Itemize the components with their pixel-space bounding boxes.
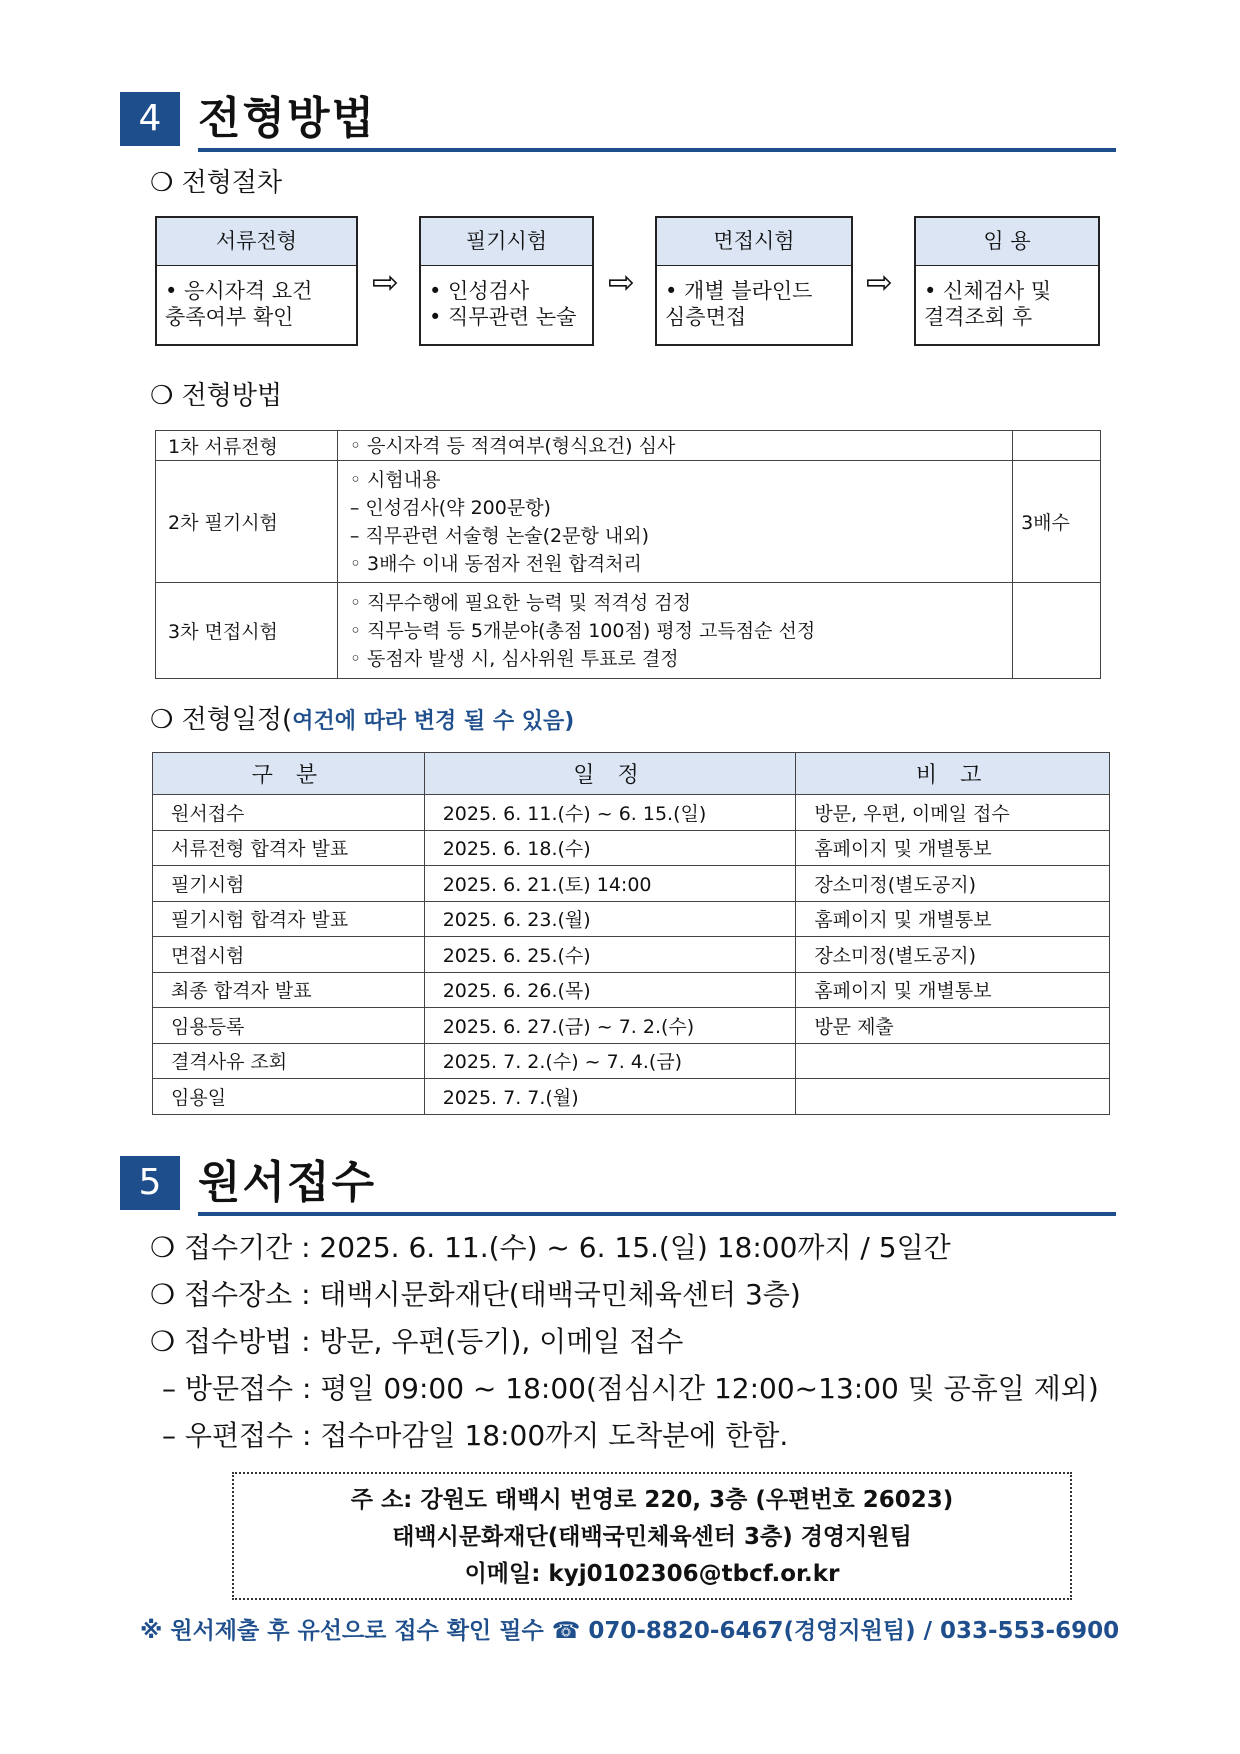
table-cell: 홈페이지 및 개별통보 xyxy=(796,901,1110,937)
detail-line: ◦ 3배수 이내 동점자 전원 합격처리 xyxy=(349,552,642,575)
table-cell: 방문, 우편, 이메일 접수 xyxy=(796,795,1110,831)
table-cell: 2025. 6. 11.(수) ~ 6. 15.(일) xyxy=(424,795,796,831)
flow-box-item: • 신체검사 및 xyxy=(924,279,1052,303)
table-cell: 장소미정(별도공지) xyxy=(796,866,1110,902)
detail-line: – 인성검사(약 200문항) xyxy=(349,496,551,519)
section-title: 원서접수 xyxy=(198,1157,377,1208)
table-row xyxy=(153,1043,1110,1079)
flow-box-written xyxy=(419,216,594,346)
flow-box-appointment xyxy=(914,216,1100,346)
mail-application: – 우편접수 : 접수마감일 18:00까지 도착분에 한함. xyxy=(162,1419,789,1452)
subheading-procedure: ❍ 전형절차 xyxy=(150,168,283,198)
table-cell: 2025. 6. 18.(수) xyxy=(424,830,796,866)
subheading-note: 여건에 따라 변경 될 수 있음) xyxy=(292,709,575,734)
table-cell: 서류전형 합격자 발표 xyxy=(153,830,425,866)
application-method: ❍ 접수방법 : 방문, 우편(등기), 이메일 접수 xyxy=(150,1325,684,1358)
note-cell xyxy=(1013,431,1101,461)
table-row xyxy=(153,1079,1110,1115)
address-org: 태백시문화재단(태백국민체육센터 3층) 경영지원팀 xyxy=(392,1524,912,1550)
column-header: 일 정 xyxy=(424,753,796,795)
table-cell: 홈페이지 및 개별통보 xyxy=(796,830,1110,866)
flow-box-item: • 인성검사 xyxy=(429,279,530,303)
section-title: 전형방법 xyxy=(198,93,377,144)
table-row xyxy=(156,583,1101,679)
detail-cell xyxy=(337,583,1012,679)
table-cell: 홈페이지 및 개별통보 xyxy=(796,972,1110,1008)
flow-box-item: • 응시자격 요건 xyxy=(165,279,313,303)
application-place: ❍ 접수장소 : 태백시문화재단(태백국민체육센터 3층) xyxy=(150,1278,801,1311)
flow-box-title: 필기시험 xyxy=(421,218,592,266)
table-cell: 최종 합격자 발표 xyxy=(153,972,425,1008)
table-cell: 2025. 6. 23.(월) xyxy=(424,901,796,937)
table-cell: 2025. 7. 7.(월) xyxy=(424,1079,796,1115)
stage-cell: 3차 면접시험 xyxy=(156,583,338,679)
table-cell: 원서접수 xyxy=(153,795,425,831)
table-row xyxy=(153,901,1110,937)
flow-box-title: 서류전형 xyxy=(157,218,356,266)
note-cell: 3배수 xyxy=(1013,461,1101,583)
table-row xyxy=(153,795,1110,831)
detail-cell xyxy=(337,431,1012,461)
detail-line: ◦ 시험내용 xyxy=(349,468,441,491)
section-5-header xyxy=(120,1156,1116,1216)
method-table xyxy=(155,430,1101,679)
address-box xyxy=(232,1472,1072,1600)
section-4-header xyxy=(120,92,1116,152)
table-cell: 2025. 6. 25.(수) xyxy=(424,937,796,973)
table-cell: 면접시험 xyxy=(153,937,425,973)
note-cell xyxy=(1013,583,1101,679)
column-header: 구 분 xyxy=(153,753,425,795)
table-row xyxy=(156,461,1101,583)
flow-box-interview xyxy=(655,216,853,346)
detail-line: ◦ 직무수행에 필요한 능력 및 적격성 검정 xyxy=(349,591,691,614)
application-period: ❍ 접수기간 : 2025. 6. 11.(수) ~ 6. 15.(일) 18:00까지 / 5일간 xyxy=(150,1231,951,1264)
table-row xyxy=(153,866,1110,902)
detail-line: ◦ 직무능력 등 5개분야(총점 100점) 평정 고득점순 선정 xyxy=(349,619,816,642)
flow-box-item: 충족여부 확인 xyxy=(165,305,294,329)
section-number: 5 xyxy=(120,1156,180,1210)
table-row xyxy=(153,1008,1110,1044)
table-header-row xyxy=(153,753,1110,795)
table-cell xyxy=(796,1043,1110,1079)
section-underline xyxy=(198,1212,1116,1216)
arrow-right-icon: ⇨ xyxy=(866,263,893,301)
subheading-text: ❍ 전형일정( xyxy=(150,705,293,735)
table-cell: 2025. 6. 26.(목) xyxy=(424,972,796,1008)
detail-line: ◦ 동점자 발생 시, 심사위원 투표로 결정 xyxy=(349,647,679,670)
flow-box-title: 임 용 xyxy=(916,218,1098,266)
table-row xyxy=(156,431,1101,461)
address-line: 주 소: 강원도 태백시 번영로 220, 3층 (우편번호 26023) xyxy=(350,1487,954,1513)
flow-box-document xyxy=(155,216,358,346)
column-header: 비 고 xyxy=(796,753,1110,795)
subheading-method: ❍ 전형방법 xyxy=(150,381,283,411)
table-cell: 방문 제출 xyxy=(796,1008,1110,1044)
table-cell: 2025. 7. 2.(수) ~ 7. 4.(금) xyxy=(424,1043,796,1079)
table-cell: 2025. 6. 27.(금) ~ 7. 2.(수) xyxy=(424,1008,796,1044)
flow-box-item: • 직무관련 논술 xyxy=(429,305,577,329)
section-number: 4 xyxy=(120,92,180,146)
table-row xyxy=(153,830,1110,866)
table-cell: 장소미정(별도공지) xyxy=(796,937,1110,973)
address-email[interactable]: 이메일: kyj0102306@tbcf.or.kr xyxy=(464,1561,840,1587)
arrow-right-icon: ⇨ xyxy=(608,263,635,301)
stage-cell: 2차 필기시험 xyxy=(156,461,338,583)
flow-box-item: • 개별 블라인드 xyxy=(665,279,813,303)
flow-box-item: 심층면접 xyxy=(665,305,747,329)
table-row xyxy=(153,937,1110,973)
visit-application: – 방문접수 : 평일 09:00 ~ 18:00(점심시간 12:00~13:00 및 공휴일 제외) xyxy=(162,1372,1099,1405)
arrow-right-icon: ⇨ xyxy=(372,263,399,301)
table-cell: 2025. 6. 21.(토) 14:00 xyxy=(424,866,796,902)
stage-cell: 1차 서류전형 xyxy=(156,431,338,461)
table-cell xyxy=(796,1079,1110,1115)
section-underline xyxy=(198,148,1116,152)
flow-box-title: 면접시험 xyxy=(657,218,851,266)
detail-cell xyxy=(337,461,1012,583)
table-cell: 필기시험 xyxy=(153,866,425,902)
flow-box-item: 결격조회 후 xyxy=(924,305,1033,329)
contact-note: ※ 원서제출 후 유선으로 접수 확인 필수 ☎ 070-8820-6467(경영지원팀) / 033-553-6900 xyxy=(140,1618,1120,1644)
table-cell: 임용등록 xyxy=(153,1008,425,1044)
table-cell: 임용일 xyxy=(153,1079,425,1115)
detail-line: ◦ 응시자격 등 적격여부(형식요건) 심사 xyxy=(349,434,676,457)
subheading-schedule xyxy=(150,703,574,739)
table-row xyxy=(153,972,1110,1008)
table-cell: 필기시험 합격자 발표 xyxy=(153,901,425,937)
table-cell: 결격사유 조회 xyxy=(153,1043,425,1079)
schedule-table xyxy=(152,752,1110,1115)
detail-line: – 직무관련 서술형 논술(2문항 내외) xyxy=(349,524,649,547)
